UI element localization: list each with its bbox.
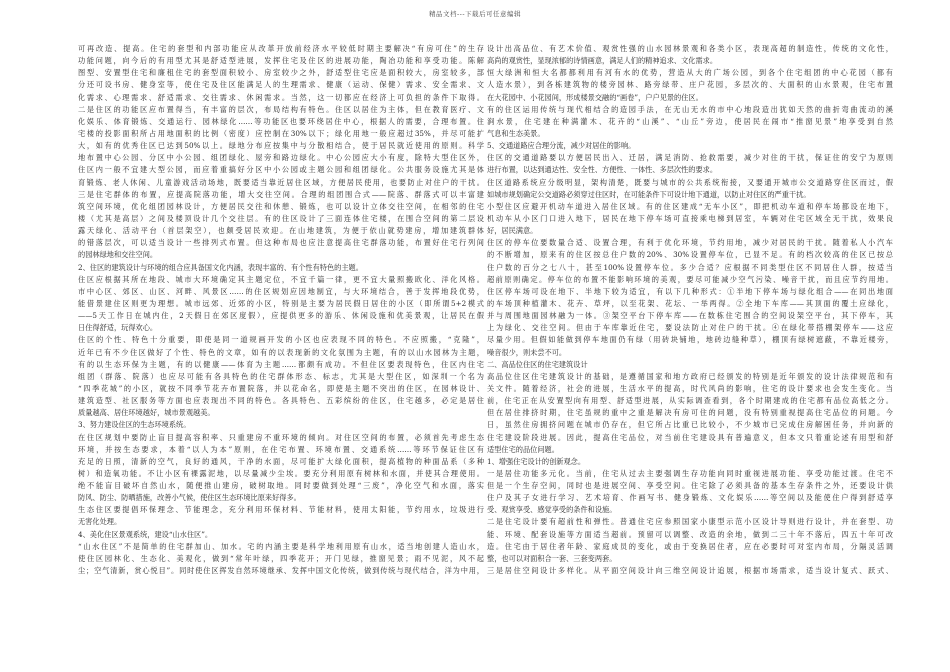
text-line: 上为绿化、交往空间。但由于车库靠近住宅，要设法防止对住户的干扰。④在绿化带搭棚架停车——这应 <box>487 323 893 333</box>
text-line: 住户数的百分之七八十，甚至100%设置停车位。多少合适？应根据不同类型住区不同居住人群，按适当 <box>487 262 893 272</box>
text-line: 能借景建住区则更为理想。城市远郊、近郊的小区，特别是主要为居民假日居住的小区（即所谓5+2模式 <box>78 298 484 308</box>
text-line: 进行布置，以达到通达性、安全性、方便性、一体性、多层次性的要求。 <box>487 165 718 175</box>
text-line: 尽量少用。但假如能做到停车地面仍有绿（用砖块铺地，地砖边缝种草），棚顶有绿树遮蔽，不靠近楼旁， <box>487 335 893 345</box>
text-line: 并与周围地面园林融为一体。③架空平台下停车库——在数栋住宅围合的空间设架空平台，其下停车，其 <box>487 311 893 321</box>
text-line: 使住区园林化、生态化、美观化，做到“常年叶绿，四季花开；开门见绿，推窗见景；雨不见泥，风不起 <box>78 553 484 563</box>
text-line: 树）和造氧功能。不让小区有裸露泥地，以尽量减少尘埃。要充分利用原有树林和水面，并使其合理使用。 <box>78 468 484 478</box>
text-line: 2、住区的建筑设计与环境的组合应具备国文化内涵，表现丰富的、有个性有特色的主题。 <box>78 262 363 272</box>
text-line: 但在居住排挤时期，住宅虽规的重中之重是解决有房可住的问题，没有特别重视提高住宅品位的问题。今 <box>487 408 893 418</box>
page-header: 精品文档---下载后可任意编辑 <box>428 10 522 18</box>
text-line: 高品位住区住宅建筑设计的基础，是遵循国家和地方政府已经颁发的特别是近年颁发的设计法律规范和有 <box>487 371 893 381</box>
text-line: 无害化处理。 <box>78 517 122 527</box>
text-line: 住区的个性、特色十分重要，即使是同一道规画开发的小区也应表现不同的特色。不应照搬，“克隆”， <box>78 335 484 345</box>
text-line: 防风、防尘、防晒措施，改善小气候，使住区生态环境比原来好得多。 <box>78 493 301 503</box>
text-line: 整，也可以对面积合一套、三套变两套。 <box>487 553 617 563</box>
text-line: 住区的交通道路要以方便居民出入、迁居，满足消防、抢救需要，减少对住的干扰，保证住的安宁为原则 <box>487 153 893 163</box>
text-line: 如城市规划确定公交道路必须穿过住区时，在可能条件下可设计地下通道，以防止对住区的严重干扰。 <box>487 189 811 199</box>
text-line: 日住得舒适，玩得欢心。 <box>78 323 158 333</box>
left-text-column <box>78 43 484 655</box>
text-line: 关文件。随着经济，社会的进展，生活水平的提高，时代风尚的影响，住宅的设计要求也会发生变化。当 <box>487 383 893 393</box>
text-line: 住区应根据其所在地段、城市大环境确定其主题定位，不宜千篇一律，更不宜大量照搬欧化、洋化风格。 <box>78 274 484 284</box>
text-line: 适型住宅的品位问题。 <box>487 444 559 454</box>
text-line: 前，住宅正在从安置型向有用型、舒适型进展，从实际调查看到，各个时期建成的住宅都有品位高低之分。 <box>487 396 893 406</box>
text-line: 涧水景，住宅建在种满灌木、花卉的“山溪”、“山丘”旁边，使居民在闹市“推窗见景”地享受到自然 <box>487 116 893 126</box>
text-line: 日，虽然住房拥挤问题在城市仍存在，但它所占比重已比较小，不少城市已完成住房解困任务，并向新的 <box>487 420 893 430</box>
text-line: 组团（群落、院落）也应尽可能有各具特色的住宅群体形态、标志，尤其是大型住区，如深圳一个名为 <box>78 371 484 381</box>
text-line: 人造水景），到各栋建筑物的楼旁园林、路旁绿带、庄户花园，多层次的、大面积的山水景观，住宅布置 <box>487 80 893 90</box>
text-line: 功能问题，向今后的有用型尤其是舒适型进展，发挥住宅及住区的进展功能，陶冶功能和享受功能。陈解 <box>78 56 484 66</box>
text-line: 有的以生态环保为主题，有的以健康——体育为主题……都颇有成功。不但住区要表现特色，住区内住宅 <box>78 359 484 369</box>
text-line: 筑空间环境，优化组团园林设计，方便居民交往和休憩、锻炼，也可以设计立体交往空间，在相邻的住宅 <box>78 201 484 211</box>
text-line: 化需求、心理需求、舒适需求、交往需求、休闲需求。当然，这一切都应在经济上可负担的条件下取得。 <box>78 92 484 102</box>
text-line: 大，如有的优秀住区已达到50%以上。绿地分布应按集中与分散相结合，使于居民就近使用的原则。科学 <box>78 141 484 151</box>
text-line: 设计出高品位、有艺术价值、观赏性强的山水园林景观和各类小区，表现高超的制造性，传统的文化性， <box>487 44 893 53</box>
text-line: 近年已有不少住区做好了个性、特色的文章，如有的以表现新的文化氛围为主题，有的以山水园林为主题， <box>78 347 484 357</box>
text-line: 5、交通道路应合理分流，减少对居住的影响。 <box>487 141 636 151</box>
text-line: 机动车从小区门口进入地下，居民在地下停车场可直接乘电梯到居室，车辆对住宅区域全无干扰，效果良 <box>487 213 893 223</box>
text-line: 楼（尤其是高层）之间及楼顶设计几个交往层。有的住区设计了三面连体住宅楼，在围合空间的第二层设 <box>78 213 484 223</box>
text-line: 4、美化住区景观系统，建设“山水住区”。 <box>78 529 213 539</box>
text-line: 住区停车场可设在地下、半地下较为适宜，有以下几种形式：①半地下停车场与绿化组合——在同出地面 <box>487 286 893 296</box>
text-line: 二、高品位住区的住宅建筑设计 <box>487 359 588 369</box>
text-line: 的不断增加，原来有的住区按总住户数的20%、30%设置停车位，已显不足。有的档次较高的住区已按总 <box>487 250 893 260</box>
text-line: 环境，并按生态要求，本着“以人为本”原则，在住宅布置、环境布置、交通系统……等环节保证住区有 <box>78 444 484 454</box>
text-line: 住区道路系统应分级明显，架构清楚，既要与城市的公共系统衔接，又要通开城市公交道路穿住区而过，假 <box>487 177 893 187</box>
text-line: 地布置中心公园、分区中小公园、组团绿化、屋旁和路边绿化。中心公园应大小有度，除特大型住区外， <box>78 153 484 163</box>
text-line: 尘；空气清新，赏心悦目”。同时使住区挥发自然环境继承、发挥中国文化传统，做到传统与现代结合，洋为中用， <box>78 566 484 576</box>
text-line: 恒大绿洲和恒大名都都利用有河有水的优势，营造从大的广场公园，到各个住宅组团的中心花园（都有 <box>487 68 893 78</box>
text-line: 在住区规划中要防止盲目提高容积率、只重建房不重环境的倾向。对住区空间的布置，必须首先考虑生态 <box>78 432 484 442</box>
text-line: 造。住宅由于居住者年龄、家庭成员的变化，或由于变换居住者，应在必要时可对室内布局，分隔灵活调 <box>487 541 893 551</box>
text-line: 3、努力建设住区的生态环境系统。 <box>78 420 191 430</box>
text-line: 1、增强住宅设计的创新观念。 <box>487 456 586 466</box>
text-line: 质量越高、居住环境越好，城市景观越美。 <box>78 408 215 418</box>
text-line: 绝不能盲目破坏自然山水，随便推山建房，破树取地。同时要做到处理“三废”，净化空气和水面，落实 <box>78 481 484 491</box>
text-line: 高尚的观赏性，显现浓郁的诗情画意，满足人们的精神追求、文化需求。 <box>487 56 718 66</box>
text-line: 二是住宅设计要有超前性和弹性。普通住宅应参照国家小康型示范小区设计导则进行设计，并在套型、功 <box>487 517 893 527</box>
text-line: 小型住区应避开机动车道进入居住区域。有的住区建成“无车小区”，即把机动车道和停车场都设在地下， <box>487 201 893 211</box>
text-line: 住区内一般不宜建大型公园，而应着重搞好分区中小公园或主题公园和组团绿化。公共服务设施尤其是体 <box>78 165 484 175</box>
text-line: 住区的停车位要数量合适、设置合理，有利于优化环境，节约用地，减少对居民的干扰。随着私人小汽车 <box>487 238 893 248</box>
text-line: “山水住区”不是简单的住宅群加山、加水。宅的内涵主要是科学地利用原有山水，适当地创建人造山水， <box>78 541 484 551</box>
text-line: 充足的日照，清新的空气，良好的通风，干净的水面，尽可能扩大绿化面积，提高植物的种面品系（多种 <box>78 456 484 466</box>
text-line: 一是居住功能多元化。当前，住宅从过去主要强调生存功能向同时重视进展功能、享受功能过渡。住宅不 <box>487 468 893 478</box>
text-line: 分还可设书房、健身室等，使住宅及住区能满足人的生理需求、健康（运动、保健）需求、安全需求、文 <box>78 80 484 90</box>
text-line: 化娱乐、体育锻炼、交通运行、园林绿化……等功能区也要环绕居住中心，根据人的需要，合理布置。住 <box>78 116 484 126</box>
text-line: 有的住区运用传统与现代相结合的造园手法，在无山无水的市中心地段造出犹如天然的曲折弯曲流动的溪 <box>487 104 893 114</box>
text-line: 能、环境、配套设施等方面适当超前。预留可以调整、改造的余地，做到二三十年不落后，四五十年可改 <box>487 529 893 539</box>
text-line: 但是一个生存空间，同时也是进展空间、享受空间。住宅除了必须具备的基本生存条件之外，还要设计供 <box>487 481 893 491</box>
text-line: 宅楼的投影面积所占用地面积的比例（密度）应控制在30%以下；绿化用地一般应超过35%，并尽可能扩 <box>78 128 484 138</box>
text-line: 住户及其子女进行学习、艺术培育、作画写书、健身锻炼、文化娱乐……等空间以及能使住户得到舒适享 <box>487 493 893 503</box>
text-line: 市中心区、郊区、山区、河畔、风景区……的住区规划应因地制宜，与大环境结合，善于发挥地段优势， <box>78 286 484 296</box>
text-line: 超前原则确定。停车位的布置不能影响环境的美观，要尽可能减少空气污染、噪音干扰，而且应节约用地。 <box>487 274 893 284</box>
text-line: 三是居住空间设计多样化。从平面空间设计向三维空间设计追展，根据市场需求，适当设计复式、跃式、 <box>487 566 893 576</box>
text-line: 三是住宅群体的布置，应提高院落功能，增大交往空间。合理的组团围合式——院落、群落式可以丰富建 <box>78 189 484 199</box>
text-line: 露天绿化、活动平台（首层架空），也颇受居民欢迎。在山地建筑，为便于依山就势建房，增加建筑群体 <box>78 226 484 236</box>
text-line: 在大花园中、小花园间，形成楼景交融的“画卷”，户户见景的住区。 <box>487 92 703 102</box>
text-line: 图型、安置型住宅和廉租住宅的套型面积较小、房室较少之外，舒适型住宅应是面积较大，房室较多，部 <box>78 68 484 78</box>
text-line: 的错落层次，可以适当设计一些排列式布置。但这种布局也应注意提高住宅群落功能，布置好住宅行列间 <box>78 238 484 248</box>
text-line: 噪音很少，则未尝不可。 <box>487 347 567 357</box>
text-line: “四季花城”的小区，就按不同季节花卉布置院落，并以花命名，即使是主题不突出的住区，在园林设计、 <box>78 383 484 393</box>
text-line: 生态住区要提倡环保理念、节能理念，充分利用环保材料、节能材料，使用太阳能，节约用水，垃圾进行 <box>78 505 484 515</box>
text-line: 二是住区的功能区应布置得当，有丰富的层次，布局结构有特色。住区以居住为主体，但在教育医疗、文 <box>78 104 484 114</box>
text-line: ——5天工作日在城内住，2天假日在郊区度假），应提供更多的游乐、休闲设施和优美景观，让居民在假 <box>78 311 484 321</box>
text-line: 的园林绿地和交往空间。 <box>78 250 158 260</box>
text-line: 受、观赏享受、感觉享受的条件和设施。 <box>487 505 617 515</box>
text-line: 好，居民满意。 <box>487 226 538 236</box>
text-line: 住宅建设阶段进展。因此，提高住宅品位，对当前住宅建设具有普遍意义，但本文只着重论述有用型和舒 <box>487 432 893 442</box>
text-line: 气息和生态美景。 <box>487 128 545 138</box>
text-line: 育锻炼、老人休闲、儿童游戏活动场地，既要适当靠近居住区域，方便居民使用，也要防止对住户的干扰。 <box>78 177 484 187</box>
text-line: 建筑造型、社区服务等方面也应表现出不同的特色。各具特色、五彩缤纷的住区，住宅越多，必定是居住 <box>78 396 484 406</box>
text-line: 可再改造、提高。住宅的套型和内部功能应从改革开放前经济水平较低时期主要解决“有房可住”的生存 <box>78 44 484 53</box>
text-line: 的车场顶种植灌木、花卉、草坪，以至花架、花坛、一举两得。②全地下车库——其顶面的覆土应绿化， <box>487 298 893 308</box>
right-text-column <box>487 43 893 655</box>
